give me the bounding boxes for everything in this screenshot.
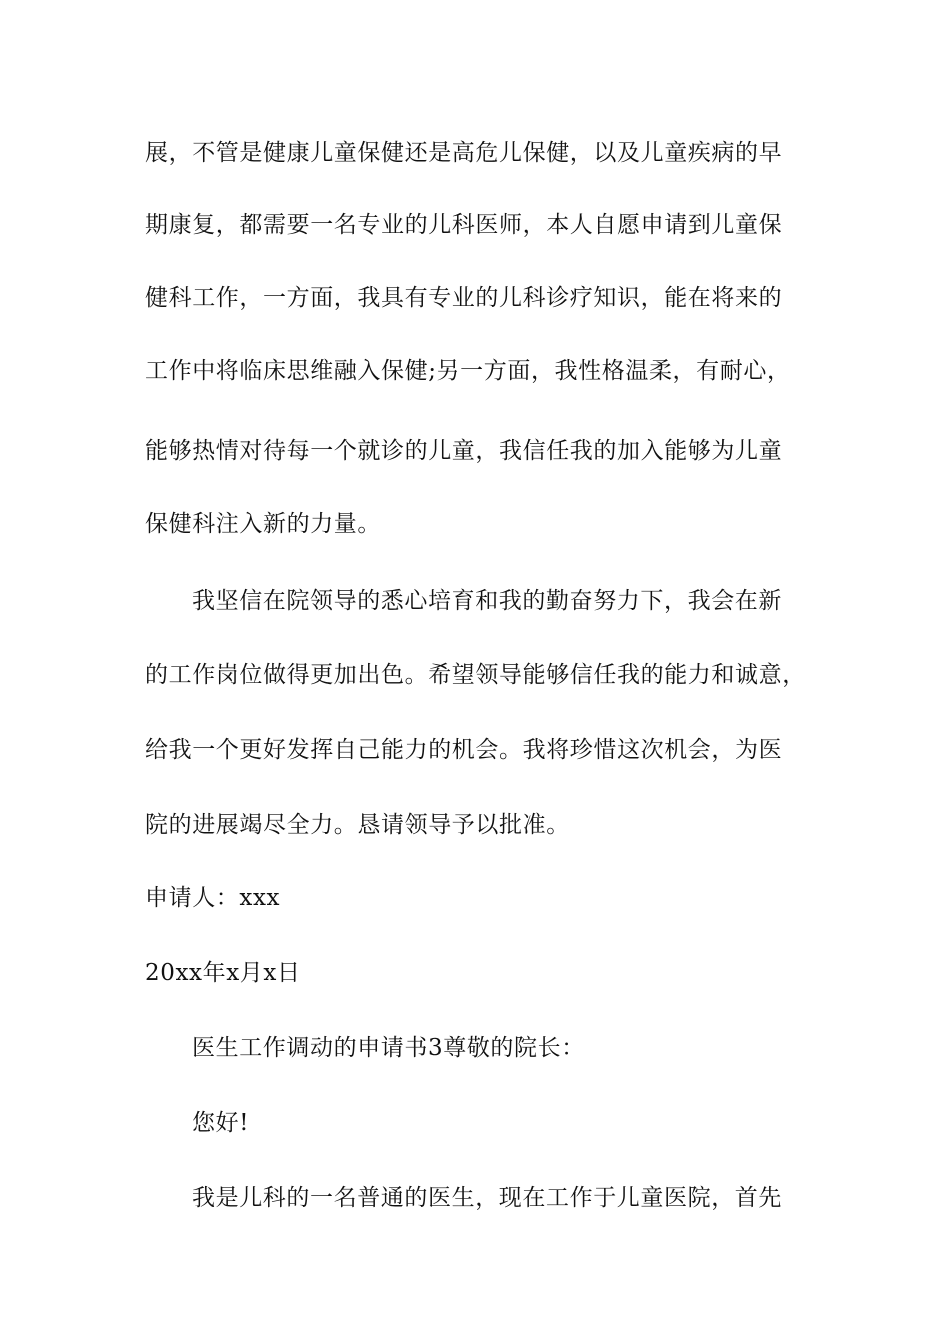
paragraph-line: 院的进展竭尽全力。恳请领导予以批准。 — [145, 812, 570, 838]
paragraph-line: 的工作岗位做得更加出色。希望领导能够信任我的能力和诚意， — [145, 662, 806, 688]
paragraph-line: 保健科注入新的力量。 — [145, 511, 381, 537]
paragraph-line: 展，不管是健康儿童保健还是高危儿保健，以及儿童疾病的早 — [145, 140, 783, 166]
greeting-line: 您好! — [192, 1110, 250, 1136]
paragraph-line: 我是儿科的一名普通的医生，现在工作于儿童医院，首先 — [192, 1185, 782, 1211]
paragraph-line: 我坚信在院领导的悉心培育和我的勤奋努力下，我会在新 — [192, 588, 782, 614]
paragraph-line: 期康复，都需要一名专业的儿科医师，本人自愿申请到儿童保 — [145, 212, 783, 238]
paragraph-line: 工作中将临床思维融入保健;另一方面，我性格温柔，有耐心， — [145, 358, 791, 384]
applicant-line: 申请人：xxx — [145, 885, 281, 911]
paragraph-line: 能够热情对待每一个就诊的儿童，我信任我的加入能够为儿童 — [145, 438, 783, 464]
paragraph-line: 健科工作，一方面，我具有专业的儿科诊疗知识，能在将来的 — [145, 285, 783, 311]
date-line: 20xx年x月x日 — [145, 960, 301, 986]
heading-line: 医生工作调动的申请书3尊敬的院长： — [192, 1035, 585, 1061]
paragraph-line: 给我一个更好发挥自己能力的机会。我将珍惜这次机会，为医 — [145, 737, 783, 763]
